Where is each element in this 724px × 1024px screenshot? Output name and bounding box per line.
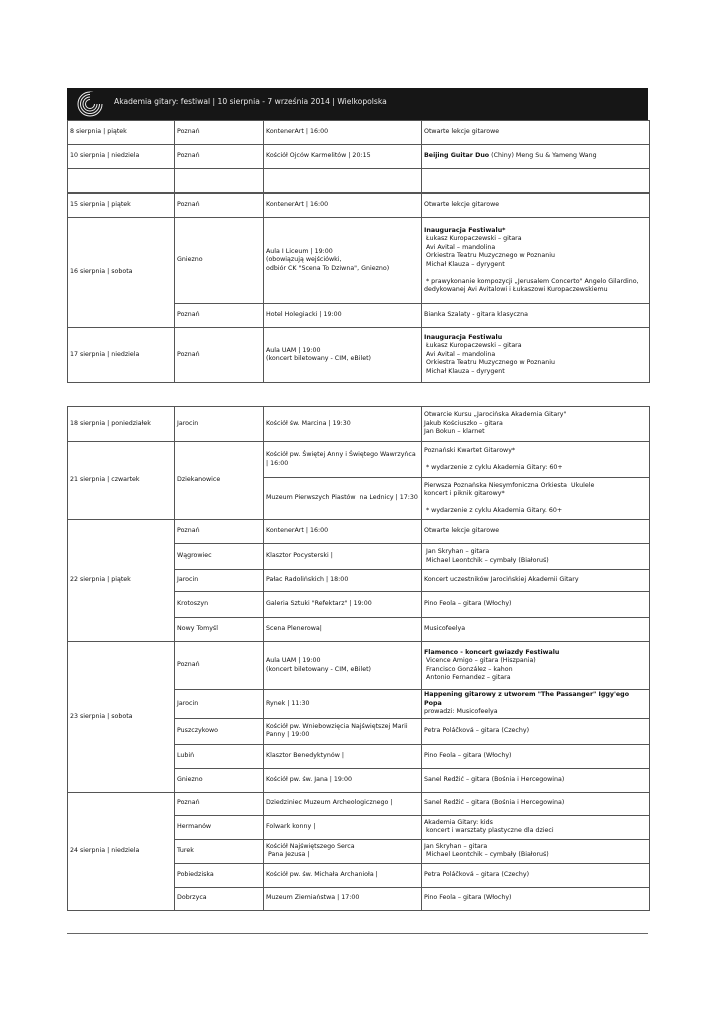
- table-row: [68, 121, 650, 145]
- event-text: Michael Leontchik – cymbały (Białoruś): [424, 556, 549, 564]
- table-row: [68, 328, 650, 383]
- event-cell: [422, 218, 650, 304]
- table-row: [68, 520, 650, 544]
- venue-cell: [264, 442, 422, 478]
- city-cell: Poznań: [175, 642, 264, 690]
- event-line: [424, 201, 647, 210]
- schedule-table: [67, 120, 650, 193]
- table-row: [68, 145, 650, 169]
- city-cell: Puszczykowo: [175, 718, 264, 744]
- event-text: Sanel Redžić – gitara (Bośnia i Hercegowina): [424, 775, 565, 783]
- venue-line: Pałac Radolińskich | 18:00: [266, 576, 349, 584]
- event-line: [424, 455, 647, 464]
- event-text: Inauguracja Festiwalu: [424, 333, 503, 341]
- event-line: [424, 351, 647, 360]
- venue-line: KontenerArt | 16:00: [266, 527, 329, 535]
- event-cell: [422, 442, 650, 478]
- event-line: [424, 649, 647, 658]
- event-text: Petra Poláčková – gitara (Czechy): [424, 870, 530, 878]
- date-cell: 17 sierpnia | niedziela: [68, 328, 175, 383]
- city-cell: Hermanów: [175, 815, 264, 839]
- event-line: [424, 666, 647, 675]
- date-cell: [68, 169, 175, 193]
- event-text: Otwarte lekcje gitarowe: [424, 527, 500, 535]
- event-line: [424, 244, 647, 253]
- event-cell: [422, 145, 650, 169]
- table-row: [68, 642, 650, 690]
- venue-line: Aula UAM | 19:00: [266, 346, 321, 354]
- venue-line: Kościół Najświętszego Serca: [266, 842, 355, 850]
- venue-line: (koncert biletowany - CIM, eBilet): [266, 665, 371, 673]
- event-text: Flamenco - koncert gwiazdy Festiwalu: [424, 648, 560, 656]
- event-line: [424, 499, 647, 508]
- event-cell: [422, 863, 650, 887]
- venue-cell: [264, 887, 422, 910]
- event-line: [424, 261, 647, 270]
- event-line: [424, 286, 647, 295]
- event-cell: [422, 792, 650, 815]
- event-text: Otwarte lekcje gitarowe: [424, 201, 500, 209]
- date-cell: 16 sierpnia | sobota: [68, 218, 175, 328]
- event-text: Orkiestra Teatru Muzycznego w Poznaniu: [424, 252, 555, 259]
- event-text: koncert i piknik gitarowy*: [424, 490, 505, 497]
- venue-cell: [264, 863, 422, 887]
- event-line: [424, 799, 647, 808]
- event-line: [424, 359, 647, 368]
- event-cell: [422, 194, 650, 218]
- event-cell: [422, 815, 650, 839]
- city-cell: Dobrzyca: [175, 887, 264, 910]
- city-cell: Gniezno: [175, 768, 264, 792]
- event-text: * prawykonanie kompozycji „Jerusalem Concerto" Angelo Gilardino,: [424, 277, 639, 285]
- event-line: [424, 691, 647, 708]
- event-line: [424, 235, 647, 244]
- event-line: [424, 411, 647, 420]
- date-cell: 21 sierpnia | czwartek: [68, 442, 175, 520]
- event-cell: [422, 520, 650, 544]
- event-line: [424, 278, 647, 287]
- venue-line: Rynek | 11:30: [266, 699, 310, 707]
- event-cell: [422, 718, 650, 744]
- event-cell: [422, 169, 650, 193]
- table-row: [68, 169, 650, 193]
- venue-line: Aula I Liceum | 19:00: [266, 247, 333, 255]
- city-cell: Poznań: [175, 194, 264, 218]
- date-cell: 22 sierpnia | piątek: [68, 520, 175, 642]
- event-cell: [422, 744, 650, 768]
- city-cell: Jarocin: [175, 407, 264, 442]
- event-text: Bianka Szalaty - gitara klasyczna: [424, 311, 528, 319]
- event-line: [424, 625, 647, 634]
- venue-line: KontenerArt | 16:00: [266, 201, 329, 209]
- event-text: Jan Bokun – klarnet: [424, 428, 485, 436]
- event-text: Avi Avital – mandolina: [424, 243, 496, 251]
- table-row: [68, 194, 650, 218]
- table-row: [68, 218, 650, 304]
- event-text: Petra Poláčková – gitara (Czechy): [424, 726, 530, 734]
- event-text: Michał Klauza – dyrygent: [424, 367, 505, 375]
- city-cell: Poznań: [175, 328, 264, 383]
- event-text: Otwarte lekcje gitarowe: [424, 128, 500, 136]
- event-text: prowadzi: Musicofeelya: [424, 708, 498, 715]
- festival-header: [67, 88, 648, 120]
- city-cell: [175, 169, 264, 193]
- venue-cell: [264, 570, 422, 592]
- date-cell: 23 sierpnia | sobota: [68, 642, 175, 793]
- venue-line: Folwark konny |: [266, 822, 316, 830]
- venue-cell: [264, 304, 422, 328]
- venue-line: | 16:00: [266, 459, 289, 467]
- event-line: [424, 894, 647, 903]
- event-cell: [422, 642, 650, 690]
- event-line: [424, 342, 647, 351]
- event-cell: [422, 544, 650, 570]
- venue-line: Kościół pw. św. Michała Archanioła |: [266, 870, 378, 878]
- table-row: [68, 442, 650, 478]
- venue-cell: [264, 520, 422, 544]
- event-text: Pino Feola – gitara (Włochy): [424, 894, 512, 902]
- venue-cell: [264, 768, 422, 792]
- concentric-circles-logo-icon: [77, 91, 103, 117]
- venue-cell: [264, 544, 422, 570]
- event-line: [424, 843, 647, 852]
- venue-line: Muzeum Pierwszych Piastów na Lednicy | 17:30: [266, 494, 418, 502]
- venue-cell: [264, 407, 422, 442]
- event-line: [424, 152, 647, 161]
- venue-cell: [264, 744, 422, 768]
- city-cell: Poznań: [175, 304, 264, 328]
- venue-line: Kościół Ojców Karmelitów | 20:15: [266, 152, 371, 160]
- event-line: [424, 557, 647, 566]
- event-text: Jan Skryhan – gitara: [424, 842, 488, 850]
- venue-line: [266, 176, 419, 185]
- event-line: [424, 252, 647, 261]
- city-cell: Pobiedziska: [175, 863, 264, 887]
- event-line: [424, 464, 647, 473]
- city-cell: Nowy Tomyśl: [175, 618, 264, 642]
- event-cell: [422, 570, 650, 592]
- event-text: * wydarzenie z cyklu Akademia Gitary. 60+: [424, 507, 563, 514]
- venue-line: Galeria Sztuki "Refektarz" | 19:00: [266, 600, 372, 608]
- venue-line: Kościół pw. Wniebowzięcia Najświętszej Marii: [266, 722, 408, 730]
- event-cell: [422, 407, 650, 442]
- event-text-rest: (Chiny) Meng Su & Yameng Wang: [489, 152, 597, 160]
- event-line: [424, 447, 647, 456]
- event-cell: [422, 887, 650, 910]
- footer-divider: [67, 933, 648, 934]
- event-line: [424, 482, 647, 491]
- city-cell: Poznań: [175, 145, 264, 169]
- city-cell: Poznań: [175, 121, 264, 145]
- event-cell: [422, 839, 650, 863]
- event-text: Jakub Kościuszko – gitara: [424, 419, 503, 427]
- event-line: [424, 527, 647, 536]
- venue-cell: [264, 839, 422, 863]
- event-cell: [422, 304, 650, 328]
- table-row: [68, 407, 650, 442]
- city-cell: Jarocin: [175, 570, 264, 592]
- venue-line: Klasztor Benedyktynów |: [266, 751, 344, 759]
- event-line: [424, 708, 647, 717]
- venue-cell: [264, 592, 422, 618]
- event-text: [424, 455, 426, 462]
- event-text: koncert i warsztaty plastyczne dla dzieci: [424, 827, 554, 834]
- venue-line: Dziedziniec Muzeum Archeologicznego |: [266, 799, 393, 807]
- city-cell: Dziekanowice: [175, 442, 264, 520]
- event-line: [424, 311, 647, 320]
- venue-line: Hotel Holegiacki | 19:00: [266, 311, 342, 319]
- event-text: Koncert uczestników Jarocińskiej Akademii Gitary: [424, 576, 579, 584]
- event-text: Inauguracja Festiwalu*: [424, 226, 506, 234]
- event-line: [424, 827, 647, 836]
- event-line: [424, 600, 647, 609]
- venue-line: Kościół św. Marcina | 19:30: [266, 419, 351, 427]
- event-text: Łukasz Kuropaczewski – gitara: [424, 235, 522, 242]
- city-cell: Gniezno: [175, 218, 264, 304]
- city-cell: Lubiń: [175, 744, 264, 768]
- city-cell: Krotoszyn: [175, 592, 264, 618]
- event-cell: [422, 690, 650, 719]
- event-line: [424, 420, 647, 429]
- venue-line: Muzeum Ziemiaństwa | 17:00: [266, 894, 360, 902]
- venue-line: (obowiązują wejściówki,: [266, 256, 342, 264]
- event-text: [424, 176, 426, 183]
- event-text: Michał Klauza – dyrygent: [424, 260, 505, 268]
- event-text: Pierwsza Poznańska Niesymfoniczna Orkiesta Ukulele: [424, 481, 595, 489]
- event-line: [424, 227, 647, 236]
- event-line: [424, 128, 647, 137]
- city-cell: Turek: [175, 839, 264, 863]
- venue-cell: [264, 792, 422, 815]
- schedule-table: [67, 193, 650, 383]
- event-text: Vicence Amigo – gitara (Hiszpania): [424, 657, 536, 664]
- date-cell: 24 sierpnia | niedziela: [68, 792, 175, 910]
- date-cell: 18 sierpnia | poniedziałek: [68, 407, 175, 442]
- event-line: [424, 176, 647, 185]
- event-line: [424, 576, 647, 585]
- event-text: Pino Feola – gitara (Włochy): [424, 751, 512, 759]
- event-line: [424, 428, 647, 437]
- event-cell: [422, 768, 650, 792]
- venue-cell: [264, 618, 422, 642]
- event-line: [424, 674, 647, 683]
- event-line: [424, 776, 647, 785]
- venue-line: (koncert biletowany - CIM, eBilet): [266, 355, 371, 362]
- event-text: Akademia Gitary: kids: [424, 818, 493, 826]
- venue-line: Kościół pw. św. Jana | 19:00: [266, 775, 353, 783]
- event-line: [424, 871, 647, 880]
- venue-line: odbiór CK "Scena To Dziwna", Gniezno): [266, 264, 390, 272]
- date-cell: 10 sierpnia | niedziela: [68, 145, 175, 169]
- event-text: Beijing Guitar Duo: [424, 152, 490, 160]
- venue-line: Kościół pw. Świętej Anny i Świętego Wawrzyńca: [266, 451, 416, 458]
- event-text: Michael Leontchik – cymbały (Białoruś): [424, 851, 549, 858]
- event-text: Pino Feola – gitara (Włochy): [424, 600, 512, 608]
- event-text: Happening gitarowy z utworem "The Passanger" Iggy'ego Popa: [424, 691, 632, 707]
- venue-cell: [264, 478, 422, 520]
- venue-cell: [264, 642, 422, 690]
- header-title: Akademia gitary: festiwal | 10 sierpnia - 7 września 2014 | Wielkopolska: [114, 97, 387, 106]
- event-text: [424, 499, 426, 506]
- date-cell: 8 sierpnia | piątek: [68, 121, 175, 145]
- event-text: dedykowanej Avi Avitalowi i Łukaszowi Kuropaczewskiemu: [424, 286, 608, 293]
- city-cell: Poznań: [175, 520, 264, 544]
- event-line: [424, 490, 647, 499]
- event-text: Avi Avital – mandolina: [424, 350, 496, 358]
- venue-cell: [264, 169, 422, 193]
- event-line: [424, 507, 647, 516]
- event-text: Otwarcie Kursu „Jarocińska Akademia Gitary": [424, 411, 567, 419]
- event-text: Jan Skryhan – gitara: [424, 548, 490, 555]
- event-text: Orkiestra Teatru Muzycznego w Poznaniu: [424, 359, 555, 367]
- venue-cell: [264, 218, 422, 304]
- event-text: Antonio Fernandez – gitara: [424, 674, 511, 681]
- venue-cell: [264, 328, 422, 383]
- venue-line: Pana Jezusa |: [266, 851, 310, 858]
- event-cell: [422, 478, 650, 520]
- table-row: [68, 792, 650, 815]
- event-text: Łukasz Kuropaczewski – gitara: [424, 342, 522, 350]
- event-text: Sanel Redžić – gitara (Bośnia i Hercegowina): [424, 799, 565, 807]
- venue-cell: [264, 145, 422, 169]
- event-line: [424, 548, 647, 557]
- date-cell: 15 sierpnia | piątek: [68, 194, 175, 218]
- venue-line: Panny | 19:00: [266, 731, 310, 738]
- event-text: Poznański Kwartet Gitarowy*: [424, 446, 516, 454]
- event-line: [424, 334, 647, 343]
- city-cell: Poznań: [175, 792, 264, 815]
- event-line: [424, 657, 647, 666]
- event-line: [424, 269, 647, 278]
- city-cell: Wągrowiec: [175, 544, 264, 570]
- event-text: * wydarzenie z cyklu Akademia Gitary: 60+: [424, 463, 563, 471]
- event-line: [424, 752, 647, 761]
- event-cell: [422, 121, 650, 145]
- venue-cell: [264, 815, 422, 839]
- event-line: [424, 368, 647, 377]
- event-line: [424, 727, 647, 736]
- event-line: [424, 819, 647, 828]
- event-text: Musicofeelya: [424, 625, 466, 633]
- venue-line: KontenerArt | 16:00: [266, 128, 329, 136]
- event-cell: [422, 618, 650, 642]
- event-cell: [422, 328, 650, 383]
- venue-cell: [264, 690, 422, 719]
- venue-cell: [264, 718, 422, 744]
- event-cell: [422, 592, 650, 618]
- venue-line: Klasztor Pocysterski |: [266, 552, 333, 560]
- venue-line: Scena Plenerowa|: [266, 625, 322, 633]
- venue-cell: [264, 121, 422, 145]
- event-line: [424, 851, 647, 860]
- venue-cell: [264, 194, 422, 218]
- venue-line: Aula UAM | 19:00: [266, 657, 321, 664]
- city-cell: Jarocin: [175, 690, 264, 719]
- schedule-table: [67, 406, 650, 911]
- event-text: [424, 269, 426, 276]
- event-text: Francisco González – kahon: [424, 665, 513, 673]
